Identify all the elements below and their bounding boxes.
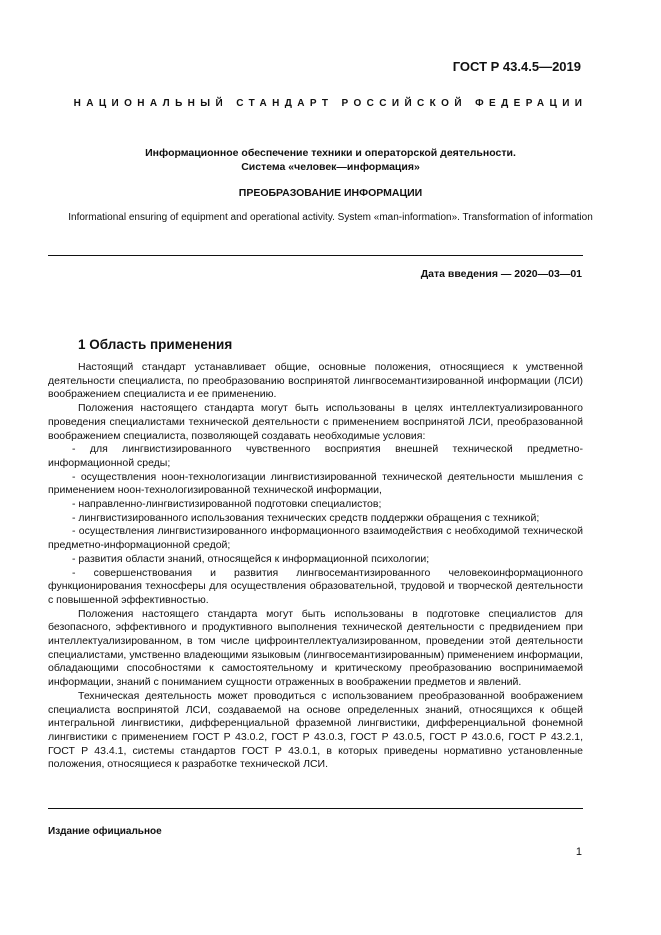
document-title-english: Informational ensuring of equipment and operational activity. System «man-information». Transformation of information	[68, 212, 593, 223]
document-title-line-1: Информационное обеспечение техники и операторской деятельности.	[145, 147, 516, 159]
edition-label: Издание официальное	[48, 826, 162, 837]
document-subtitle: ПРЕОБРАЗОВАНИЕ ИНФОРМАЦИИ	[238, 187, 423, 199]
list-item: - для лингвистизированного чувственного восприятия внешней технической предметно-информационной среды;	[48, 443, 583, 469]
section-body	[48, 361, 583, 772]
list-item: - направленно-лингвистизированной подготовки специалистов;	[72, 498, 382, 511]
document-code: ГОСТ Р 43.4.5—2019	[452, 59, 581, 74]
list-item: - развития области знаний, относящейся к информационной психологии;	[72, 552, 430, 565]
paragraph: Положения настоящего стандарта могут быть использованы в подготовке специалистов для безопасного, эффективного и продуктивного выполнения технической деятельности с предвидением при интеллектуализированном, в том числе цифроинтеллектуализированном, проведении этой деятельности специалистами, умственно владеющими языковым (лингвосемантизированным) применением информации, обладающими способностями к самостоятельному и критическому преобразованию воспринимаемой информации, знаний с пониманием сущности отраженных в воображении предметов и явлений.	[48, 607, 583, 689]
list-item: - совершенствования и развития лингвосемантизированного человекоинформационного функционирования техносферы для осуществления образовательной, трудовой и творческой деятельности с повышенной эффективностью.	[48, 566, 583, 606]
section-heading: 1 Область применения	[78, 337, 233, 352]
page-number: 1	[575, 846, 582, 858]
list-item: - осуществления лингвистизированного информационного взаимодействия с необходимой технической предметно-информационной средой;	[48, 525, 583, 552]
paragraph: Положения настоящего стандарта могут быть использованы в целях интеллектуализированного проведения специалистами технической деятельности с применением воспринятой ЛСИ, преобразованной воображением специалиста, позволяющей создавать необходимые условия:	[48, 402, 583, 442]
list-item: - лингвистизированного использования технических средств поддержки обращения с техникой;	[72, 511, 540, 524]
header-rule	[48, 255, 583, 256]
list-item: - осуществления ноон-технологизации лингвистизированной технической деятельности мышления с применением ноон-технологизированной технической информации,	[48, 470, 583, 497]
national-standard-heading: НАЦИОНАЛЬНЫЙ СТАНДАРТ РОССИЙСКОЙ ФЕДЕРАЦИИ	[73, 98, 588, 109]
footer-rule	[48, 808, 583, 809]
introduction-date: Дата введения — 2020—03—01	[420, 268, 582, 280]
paragraph: Настоящий стандарт устанавливает общие, основные положения, относящиеся к умственной деятельности специалиста, по преобразованию воспринятой лингвосемантизированной информации (ЛСИ) воображением специалиста и ее применению.	[48, 361, 583, 401]
paragraph: Техническая деятельность может проводиться с использованием преобразованной воображением специалиста воспринятой ЛСИ, создаваемой на основе определенных знаний, относящихся к общей интегральной лингвистики, дифференциальной фраземной лингвистики, дифференциальной фонемной лингвистики с применением ГОСТ Р 43.0.2, ГОСТ Р 43.0.3, ГОСТ Р 43.0.5, ГОСТ Р 43.0.6, ГОСТ Р 43.2.1, ГОСТ Р 43.4.1, системы стандартов ГОСТ Р 43.0.1, в которых приведены нормативно установленные положения, относящиеся к разработке технической ЛСИ.	[48, 689, 583, 771]
document-title-line-2: Система «человек—информация»	[241, 161, 420, 173]
